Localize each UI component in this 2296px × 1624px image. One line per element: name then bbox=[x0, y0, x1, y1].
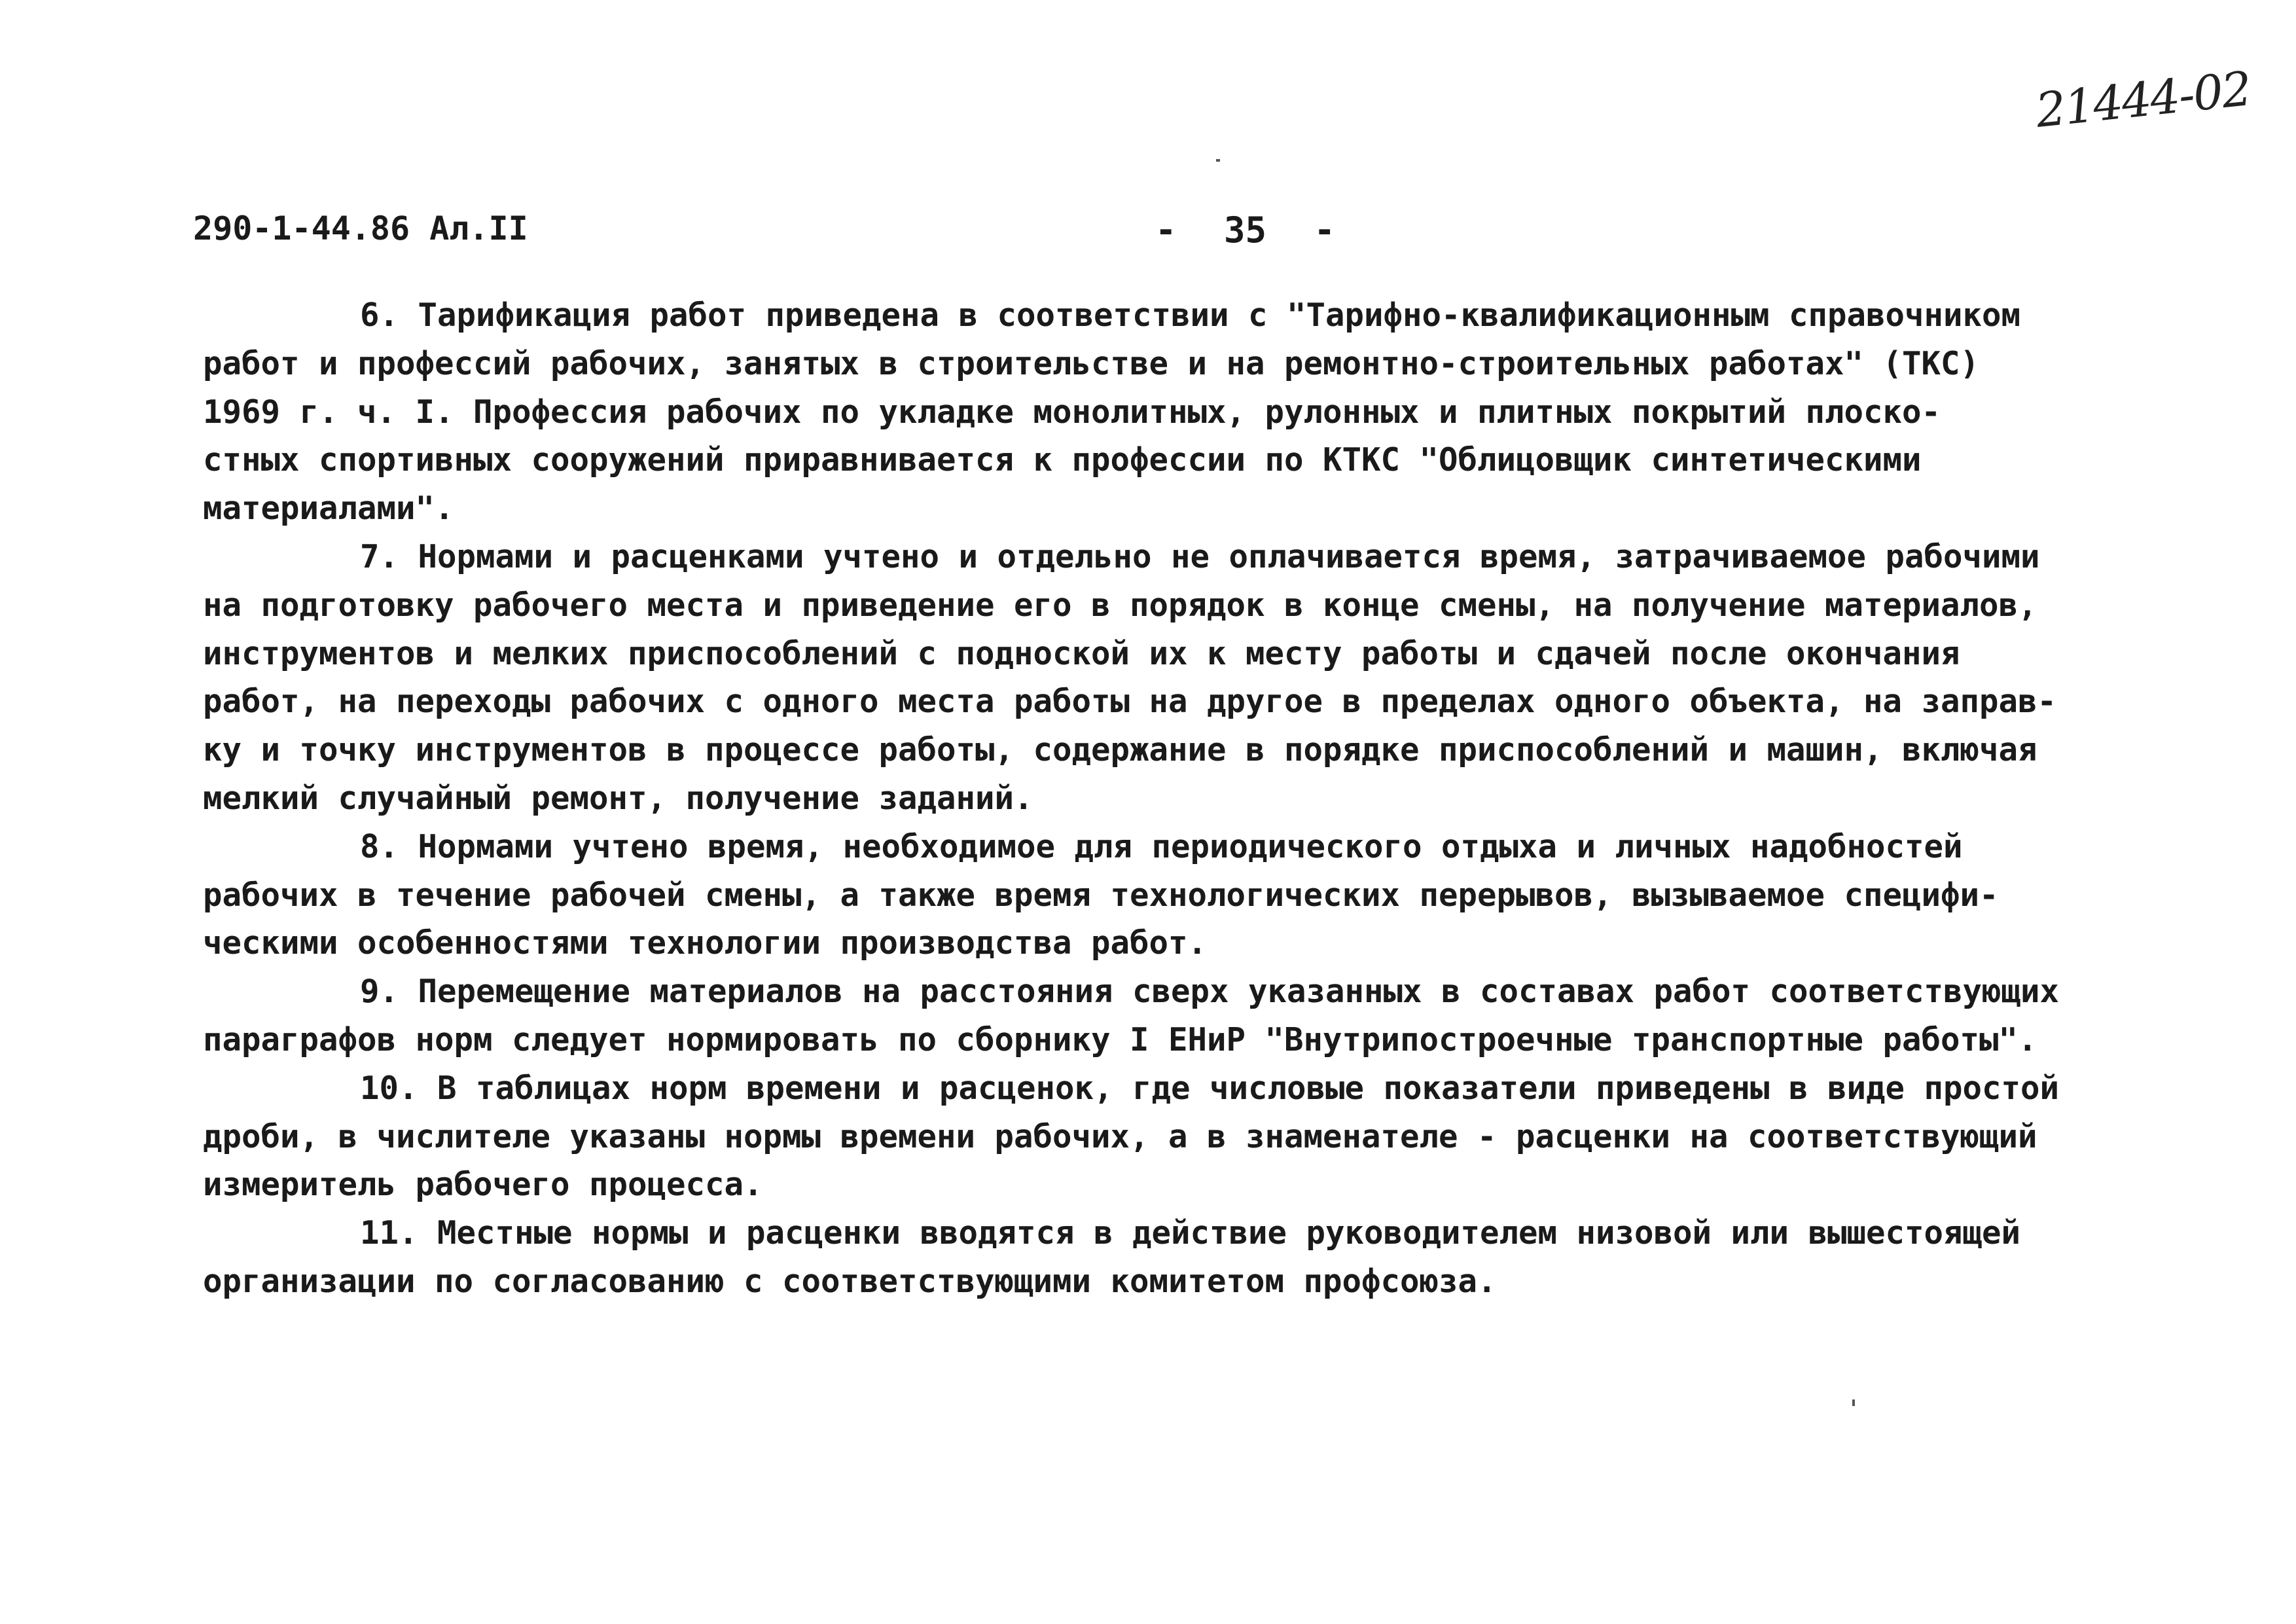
text-line: ческими особенностями технологии производства работ. bbox=[203, 924, 1208, 962]
paragraph-11 bbox=[203, 1209, 2134, 1306]
text-line: рабочих в течение рабочей смены, а также время технологических перерывов, вызываемое специфи- bbox=[203, 876, 1999, 914]
scan-speck bbox=[1216, 159, 1220, 162]
text-line: измеритель рабочего процесса. bbox=[203, 1166, 763, 1204]
text-line: 11. Местные нормы и расценки вводятся в действие руководителем низовой или вышестоящей bbox=[360, 1214, 2021, 1252]
document-body bbox=[203, 291, 2134, 1306]
text-line: параграфов норм следует нормировать по сборнику I ЕНиР "Внутрипостроечные транспортные работы". bbox=[203, 1020, 2037, 1058]
text-line: работ, на переходы рабочих с одного места работы на другое в пределах одного объекта, на заправ- bbox=[203, 683, 2057, 721]
scan-speck bbox=[1852, 1399, 1855, 1406]
page-number: - 35 - bbox=[1155, 209, 1336, 251]
text-line: 10. В таблицах норм времени и расценок, где числовые показатели приведены в виде простой bbox=[360, 1069, 2060, 1107]
paragraph-6 bbox=[203, 291, 2134, 533]
text-line: 9. Перемещение материалов на расстояния сверх указанных в составах работ соответствующих bbox=[360, 973, 2060, 1011]
handwritten-archive-number: 21444-02 bbox=[2033, 61, 2253, 138]
text-line: стных спортивных сооружений приравнивается к профессии по КТКС "Облицовщик синтетическими bbox=[203, 441, 1922, 479]
text-line: ку и точку инструментов в процессе работы, содержание в порядке приспособлений и машин, включая bbox=[203, 731, 2037, 769]
text-line: материалами". bbox=[203, 490, 454, 528]
text-line: 6. Тарификация работ приведена в соответствии с "Тарифно-квалификационным справочником bbox=[360, 297, 2021, 334]
text-line: на подготовку рабочего места и приведение его в порядок в конце смены, на получение материалов, bbox=[203, 586, 2037, 624]
paragraph-7 bbox=[203, 533, 2134, 823]
text-line: мелкий случайный ремонт, получение заданий. bbox=[203, 779, 1033, 817]
paragraph-10 bbox=[203, 1064, 2134, 1209]
text-line: организации по согласованию с соответствующими комитетом профсоюза. bbox=[203, 1262, 1497, 1300]
text-line: инструментов и мелких приспособлений с подноской их к месту работы и сдачей после окончания bbox=[203, 634, 1960, 672]
document-code: 290-1-44.86 Ал.II bbox=[193, 209, 528, 247]
text-line: работ и профессий рабочих, занятых в строительстве и на ремонтно-строительных работах" (ТКС) bbox=[203, 344, 1980, 382]
text-line: 8. Нормами учтено время, необходимое для периодического отдыха и личных надобностей bbox=[360, 827, 1963, 865]
paragraph-8 bbox=[203, 823, 2134, 967]
paragraph-9 bbox=[203, 967, 2134, 1064]
text-line: 7. Нормами и расценками учтено и отдельно не оплачивается время, затрачиваемое рабочими bbox=[360, 537, 2040, 575]
text-line: дроби, в числителе указаны нормы времени рабочих, а в знаменателе - расценки на соответствующий bbox=[203, 1117, 2037, 1155]
text-line: 1969 г. ч. I. Профессия рабочих по укладке монолитных, рулонных и плитных покрытий плоско- bbox=[203, 393, 1941, 431]
